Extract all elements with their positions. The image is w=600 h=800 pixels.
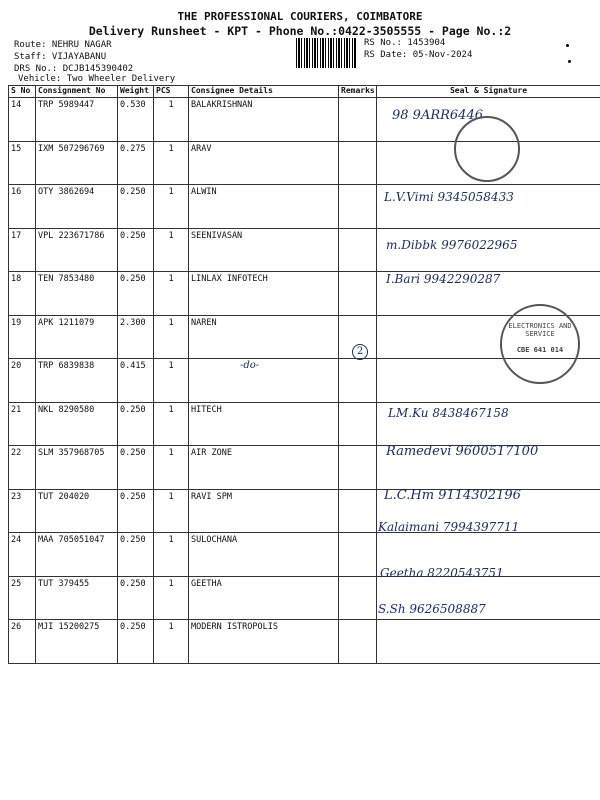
handwritten-signature: L.V.Vimi 9345058433 [384, 190, 514, 204]
consignment-cell: MAA 705051047 [36, 533, 118, 577]
col-weight: Weight [118, 86, 154, 98]
remarks-cell [339, 98, 377, 142]
consignment-cell: IXM 507296769 [36, 141, 118, 185]
sno-cell: 22 [9, 446, 36, 490]
route-label: Route: NEHRU NAGAR [14, 40, 112, 50]
consignment-cell: TRP 5989447 [36, 98, 118, 142]
sno-cell: 17 [9, 228, 36, 272]
pcs-cell: 1 [154, 576, 189, 620]
sno-cell: 26 [9, 620, 36, 664]
weight-cell: 0.250 [118, 620, 154, 664]
weight-cell: 0.250 [118, 228, 154, 272]
sno-cell: 23 [9, 489, 36, 533]
pcs-cell: 1 [154, 141, 189, 185]
handwritten-signature: 98 9ARR6446 [392, 108, 483, 123]
weight-cell: 0.250 [118, 489, 154, 533]
consignee-cell: SULOCHANA [189, 533, 339, 577]
sno-cell: 24 [9, 533, 36, 577]
sno-cell: 18 [9, 272, 36, 316]
handwritten-signature: I.Bari 9942290287 [386, 272, 501, 286]
col-consignment: Consignment No [36, 86, 118, 98]
rs-no-label: RS No.: 1453904 [364, 38, 446, 48]
pcs-cell: 1 [154, 228, 189, 272]
col-sno: S No [9, 86, 36, 98]
pcs-cell: 1 [154, 533, 189, 577]
remarks-cell [339, 272, 377, 316]
consignee-cell: GEETHA [189, 576, 339, 620]
sno-cell: 19 [9, 315, 36, 359]
consignee-cell: NAREN [189, 315, 339, 359]
table-row [9, 402, 600, 446]
vehicle-label: Vehicle: Two Wheeler Delivery [18, 74, 176, 84]
consignment-cell: SLM 357968705 [36, 446, 118, 490]
remarks-cell [339, 620, 377, 664]
runsheet-table [8, 85, 600, 664]
weight-cell: 0.250 [118, 272, 154, 316]
pcs-cell: 1 [154, 446, 189, 490]
col-remarks: Remarks [339, 86, 377, 98]
remarks-cell [339, 533, 377, 577]
sno-cell: 21 [9, 402, 36, 446]
consignment-cell: APK 1211079 [36, 315, 118, 359]
col-signature: Seal & Signature [377, 86, 600, 98]
consignment-cell: NKL 8290580 [36, 402, 118, 446]
consignee-cell: AIR ZONE [189, 446, 339, 490]
table-row [9, 533, 600, 577]
consignee-cell: ALWIN [189, 185, 339, 229]
consignment-cell: MJI 15200275 [36, 620, 118, 664]
weight-cell: 0.530 [118, 98, 154, 142]
remarks-cell [339, 141, 377, 185]
remarks-cell [339, 359, 377, 403]
consignment-cell: TUT 204020 [36, 489, 118, 533]
rs-date-label: RS Date: 05-Nov-2024 [364, 50, 473, 60]
sno-cell: 15 [9, 141, 36, 185]
pcs-cell: 1 [154, 315, 189, 359]
table-header-row [9, 86, 600, 98]
consignee-cell: HITECH [189, 402, 339, 446]
remarks-cell [339, 446, 377, 490]
consignee-cell [189, 359, 339, 403]
handwritten-signature: m.Dibbk 9976022965 [386, 238, 518, 252]
weight-cell: 0.250 [118, 402, 154, 446]
company-stamp [500, 304, 580, 384]
handwritten-signature: Geetha 8220543751 [380, 566, 504, 580]
consignee-cell: BALAKRISHNAN [189, 98, 339, 142]
consignee-cell: RAVI SPM [189, 489, 339, 533]
sno-cell: 25 [9, 576, 36, 620]
drs-label: DRS No.: DCJB145390402 [14, 64, 134, 74]
consignee-cell: MODERN ISTROPOLIS [189, 620, 339, 664]
weight-cell: 0.250 [118, 185, 154, 229]
handwritten-signature: L.C.Hm 9114302196 [384, 488, 521, 503]
scan-dot-icon [568, 60, 571, 63]
consignment-cell: TRP 6839838 [36, 359, 118, 403]
weight-cell: 2.300 [118, 315, 154, 359]
consignee-cell: ARAV [189, 141, 339, 185]
consignment-cell: TEN 7853480 [36, 272, 118, 316]
handwritten-remark: 2 [352, 344, 368, 360]
handwritten-signature: Kalaimani 7994397711 [378, 520, 520, 534]
stamp-text: ELECTRONICS AND SERVICE [508, 322, 572, 338]
col-pcs: PCS [154, 86, 189, 98]
pcs-cell: 1 [154, 272, 189, 316]
weight-cell: 0.415 [118, 359, 154, 403]
table-row [9, 272, 600, 316]
company-stamp [454, 116, 520, 182]
signature-cell [377, 620, 600, 664]
sno-cell: 16 [9, 185, 36, 229]
weight-cell: 0.250 [118, 446, 154, 490]
remarks-cell [339, 185, 377, 229]
remarks-cell [339, 576, 377, 620]
runsheet-subtitle: Delivery Runsheet - KPT - Phone No.:0422-3505555 - Page No.:2 [88, 24, 512, 38]
company-title: THE PROFESSIONAL COURIERS, COIMBATORE [177, 10, 423, 23]
table-row [9, 620, 600, 664]
sno-cell: 14 [9, 98, 36, 142]
remarks-cell [339, 228, 377, 272]
handwritten-signature: Ramedevi 9600517100 [386, 444, 539, 459]
weight-cell: 0.275 [118, 141, 154, 185]
pcs-cell: 1 [154, 489, 189, 533]
consignment-cell: VPL 223671786 [36, 228, 118, 272]
handwritten-signature: LM.Ku 8438467158 [388, 406, 509, 420]
consignment-cell: OTY 3862694 [36, 185, 118, 229]
pcs-cell: 1 [154, 620, 189, 664]
scan-dot-icon [566, 44, 569, 47]
pcs-cell: 1 [154, 185, 189, 229]
staff-label: Staff: VIJAYABANU [14, 52, 107, 62]
pcs-cell: 1 [154, 359, 189, 403]
pcs-cell: 1 [154, 402, 189, 446]
weight-cell: 0.250 [118, 533, 154, 577]
col-consignee: Consignee Details [189, 86, 339, 98]
handwritten-ditto: -do- [240, 360, 260, 371]
weight-cell: 0.250 [118, 576, 154, 620]
remarks-cell [339, 489, 377, 533]
consignee-cell: LINLAX INFOTECH [189, 272, 339, 316]
barcode [296, 38, 356, 68]
remarks-cell [339, 402, 377, 446]
consignment-cell: TUT 379455 [36, 576, 118, 620]
pcs-cell: 1 [154, 98, 189, 142]
table-row [9, 576, 600, 620]
stamp-text: CBE 641 014 [516, 346, 564, 354]
consignee-cell: SEENIVASAN [189, 228, 339, 272]
handwritten-signature: S.Sh 9626508887 [378, 602, 486, 616]
sno-cell: 20 [9, 359, 36, 403]
